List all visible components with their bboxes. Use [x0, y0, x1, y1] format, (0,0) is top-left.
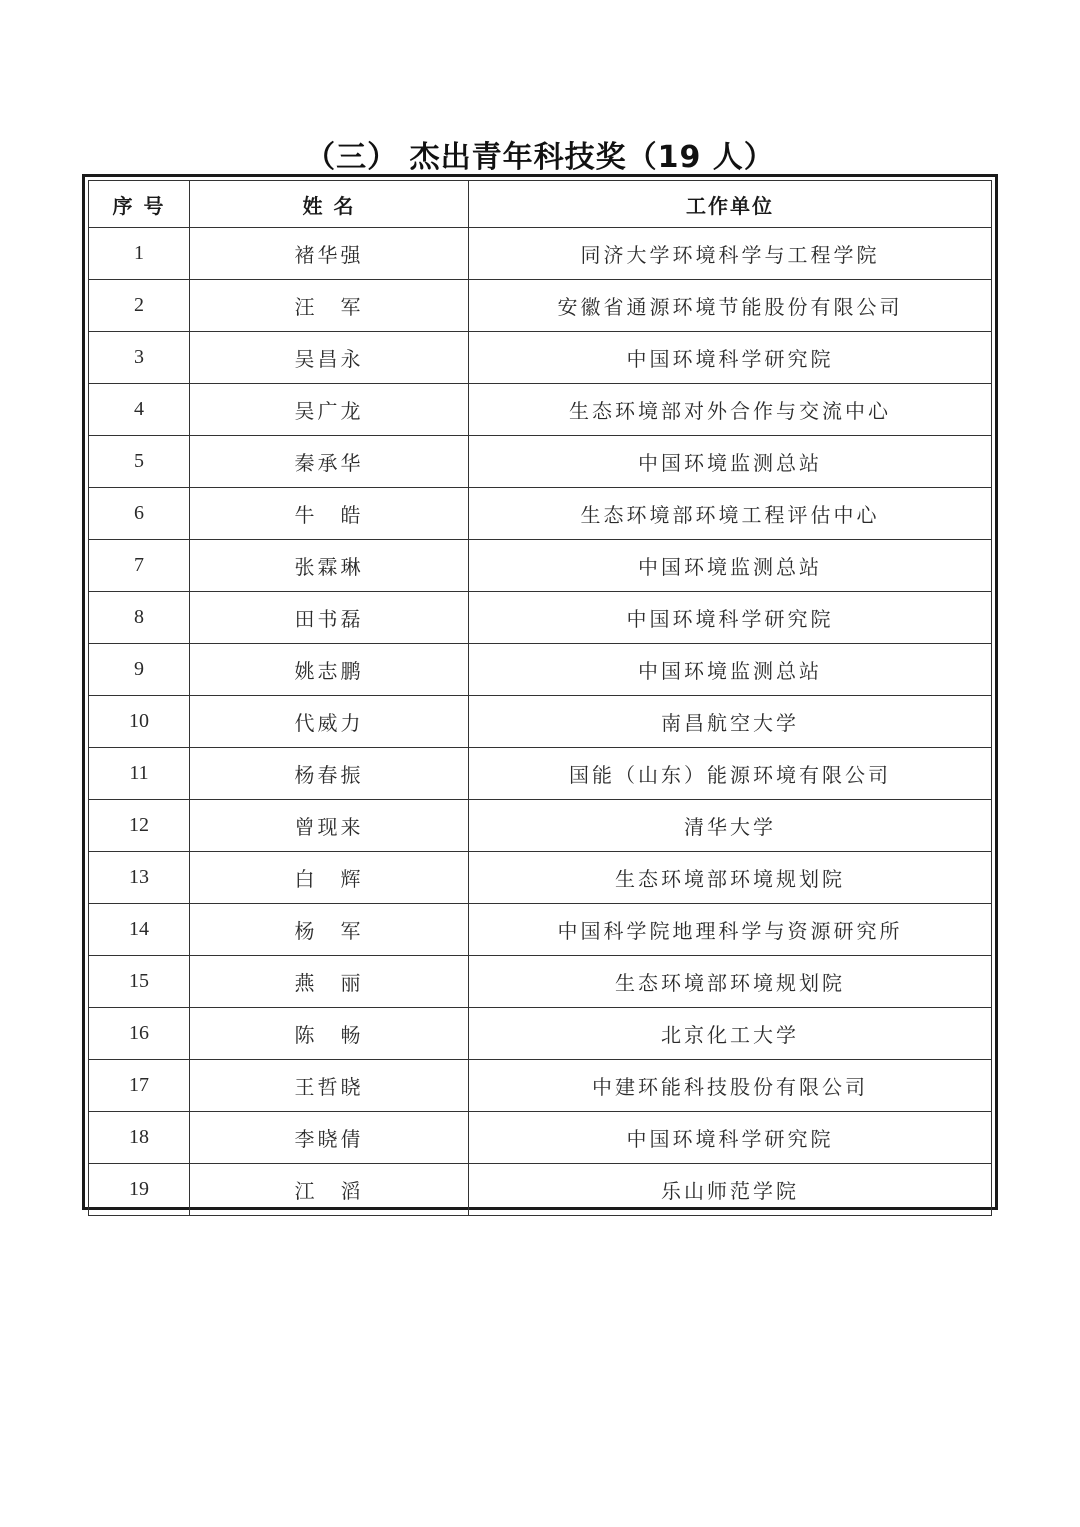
- row-serial-number: 9: [89, 644, 190, 696]
- table-row: [89, 644, 992, 696]
- row-serial-number: 16: [89, 1008, 190, 1060]
- table-row: [89, 956, 992, 1008]
- row-name: 杨 军: [190, 904, 469, 956]
- row-serial-number: 12: [89, 800, 190, 852]
- row-name: 秦承华: [190, 436, 469, 488]
- table-row: [89, 228, 992, 280]
- row-work-unit: 中建环能科技股份有限公司: [469, 1060, 992, 1112]
- row-work-unit: 北京化工大学: [469, 1008, 992, 1060]
- row-name: 牛 皓: [190, 488, 469, 540]
- row-serial-number: 18: [89, 1112, 190, 1164]
- row-name: 代威力: [190, 696, 469, 748]
- header-serial-number: 序 号: [89, 181, 190, 228]
- row-serial-number: 7: [89, 540, 190, 592]
- row-work-unit: 中国环境科学研究院: [469, 332, 992, 384]
- row-work-unit: 生态环境部环境规划院: [469, 852, 992, 904]
- row-work-unit: 同济大学环境科学与工程学院: [469, 228, 992, 280]
- row-serial-number: 2: [89, 280, 190, 332]
- row-serial-number: 4: [89, 384, 190, 436]
- row-work-unit: 中国环境监测总站: [469, 540, 992, 592]
- row-work-unit: 生态环境部对外合作与交流中心: [469, 384, 992, 436]
- table-row: [89, 852, 992, 904]
- row-serial-number: 1: [89, 228, 190, 280]
- row-serial-number: 11: [89, 748, 190, 800]
- row-name: 杨春振: [190, 748, 469, 800]
- row-work-unit: 安徽省通源环境节能股份有限公司: [469, 280, 992, 332]
- table-row: [89, 592, 992, 644]
- row-work-unit: 中国环境科学研究院: [469, 592, 992, 644]
- row-name: 姚志鹏: [190, 644, 469, 696]
- table-row: [89, 384, 992, 436]
- awardee-table: [88, 180, 992, 1216]
- row-name: 李晓倩: [190, 1112, 469, 1164]
- header-work-unit: 工作单位: [469, 181, 992, 228]
- table-row: [89, 488, 992, 540]
- row-name: 白 辉: [190, 852, 469, 904]
- row-name: 吴昌永: [190, 332, 469, 384]
- row-serial-number: 6: [89, 488, 190, 540]
- row-work-unit: 生态环境部环境工程评估中心: [469, 488, 992, 540]
- table-row: [89, 540, 992, 592]
- row-serial-number: 15: [89, 956, 190, 1008]
- row-work-unit: 乐山师范学院: [469, 1164, 992, 1216]
- row-serial-number: 10: [89, 696, 190, 748]
- table-row: [89, 1164, 992, 1216]
- row-name: 曾现来: [190, 800, 469, 852]
- row-name: 王哲晓: [190, 1060, 469, 1112]
- table-row: [89, 696, 992, 748]
- table-row: [89, 332, 992, 384]
- row-name: 田书磊: [190, 592, 469, 644]
- row-work-unit: 中国环境监测总站: [469, 644, 992, 696]
- row-name: 燕 丽: [190, 956, 469, 1008]
- table-header-row: [89, 181, 992, 228]
- row-name: 吴广龙: [190, 384, 469, 436]
- row-serial-number: 19: [89, 1164, 190, 1216]
- row-serial-number: 13: [89, 852, 190, 904]
- table-row: [89, 1112, 992, 1164]
- row-name: 张霖琳: [190, 540, 469, 592]
- row-name: 江 滔: [190, 1164, 469, 1216]
- table-row: [89, 1060, 992, 1112]
- row-work-unit: 清华大学: [469, 800, 992, 852]
- row-serial-number: 5: [89, 436, 190, 488]
- row-work-unit: 中国科学院地理科学与资源研究所: [469, 904, 992, 956]
- row-serial-number: 8: [89, 592, 190, 644]
- row-work-unit: 中国环境监测总站: [469, 436, 992, 488]
- row-work-unit: 南昌航空大学: [469, 696, 992, 748]
- table-row: [89, 800, 992, 852]
- table-row: [89, 904, 992, 956]
- table-row: [89, 1008, 992, 1060]
- row-name: 陈 畅: [190, 1008, 469, 1060]
- row-serial-number: 14: [89, 904, 190, 956]
- page-title: （三） 杰出青年科技奖（19 人）: [305, 140, 775, 175]
- row-work-unit: 国能（山东）能源环境有限公司: [469, 748, 992, 800]
- table-row: [89, 280, 992, 332]
- awardee-table-frame: [82, 174, 998, 1210]
- row-name: 汪 军: [190, 280, 469, 332]
- row-serial-number: 3: [89, 332, 190, 384]
- table-row: [89, 436, 992, 488]
- table-row: [89, 748, 992, 800]
- row-serial-number: 17: [89, 1060, 190, 1112]
- header-name: 姓 名: [190, 181, 469, 228]
- row-name: 褚华强: [190, 228, 469, 280]
- row-work-unit: 中国环境科学研究院: [469, 1112, 992, 1164]
- row-work-unit: 生态环境部环境规划院: [469, 956, 992, 1008]
